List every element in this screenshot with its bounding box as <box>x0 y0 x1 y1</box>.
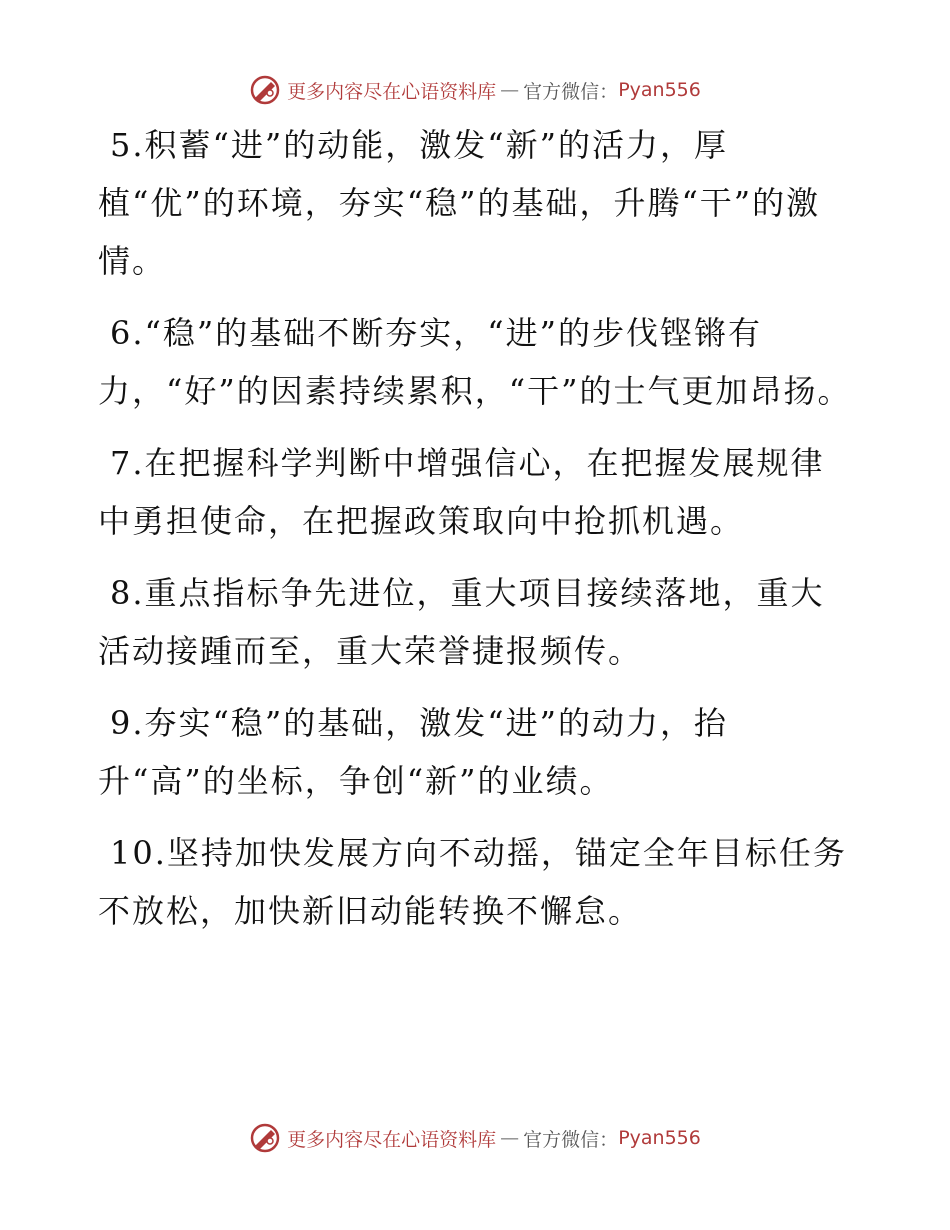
list-item <box>98 824 858 940</box>
item-number: 10. <box>110 834 167 872</box>
item-number: 6. <box>110 314 145 352</box>
banner-separator: — <box>500 79 520 101</box>
header-watermark <box>0 70 950 110</box>
item-text: 夯实“稳”的基础，激发“进”的动力，抬升“高”的坐标，争创“新”的业绩。 <box>98 704 728 800</box>
banner-wechat-label: 官方微信： <box>523 80 619 103</box>
item-text: 坚持加快发展方向不动摇，锚定全年目标任务不放松，加快新旧动能转换不懈怠。 <box>98 834 847 930</box>
item-number: 7. <box>110 444 145 482</box>
banner-wechat-label: 官方微信： <box>523 1128 619 1151</box>
list-item <box>98 434 858 550</box>
item-text: 积蓄“进”的动能，激发“新”的活力，厚植“优”的环境，夯实“稳”的基础，升腾“干”的激情。 <box>98 126 821 280</box>
banner-text: 更多内容尽在心语资料库 <box>287 1128 497 1151</box>
document-body <box>98 116 858 954</box>
list-item <box>98 694 858 810</box>
banner-wechat-id: Pyan556 <box>618 79 701 101</box>
item-number: 8. <box>110 574 145 612</box>
pen-logo-icon <box>249 1122 281 1154</box>
list-item <box>98 564 858 680</box>
item-number: 9. <box>110 704 145 742</box>
banner-wechat-id: Pyan556 <box>618 1127 701 1149</box>
banner-separator: — <box>500 1127 520 1149</box>
item-text: 在把握科学判断中增强信心，在把握发展规律中勇担使命，在把握政策取向中抢抓机遇。 <box>98 444 825 540</box>
item-text: 重点指标争先进位，重大项目接续落地，重大活动接踵而至，重大荣誉捷报频传。 <box>98 574 825 670</box>
footer-watermark <box>0 1118 950 1158</box>
banner-text: 更多内容尽在心语资料库 <box>287 80 497 103</box>
list-item <box>98 116 858 290</box>
item-text: “稳”的基础不断夯实，“进”的步伐铿锵有力，“好”的因素持续累积，“干”的士气更加昂扬。 <box>98 314 852 410</box>
pen-logo-icon <box>249 74 281 106</box>
item-number: 5. <box>110 126 145 164</box>
list-item <box>98 304 858 420</box>
